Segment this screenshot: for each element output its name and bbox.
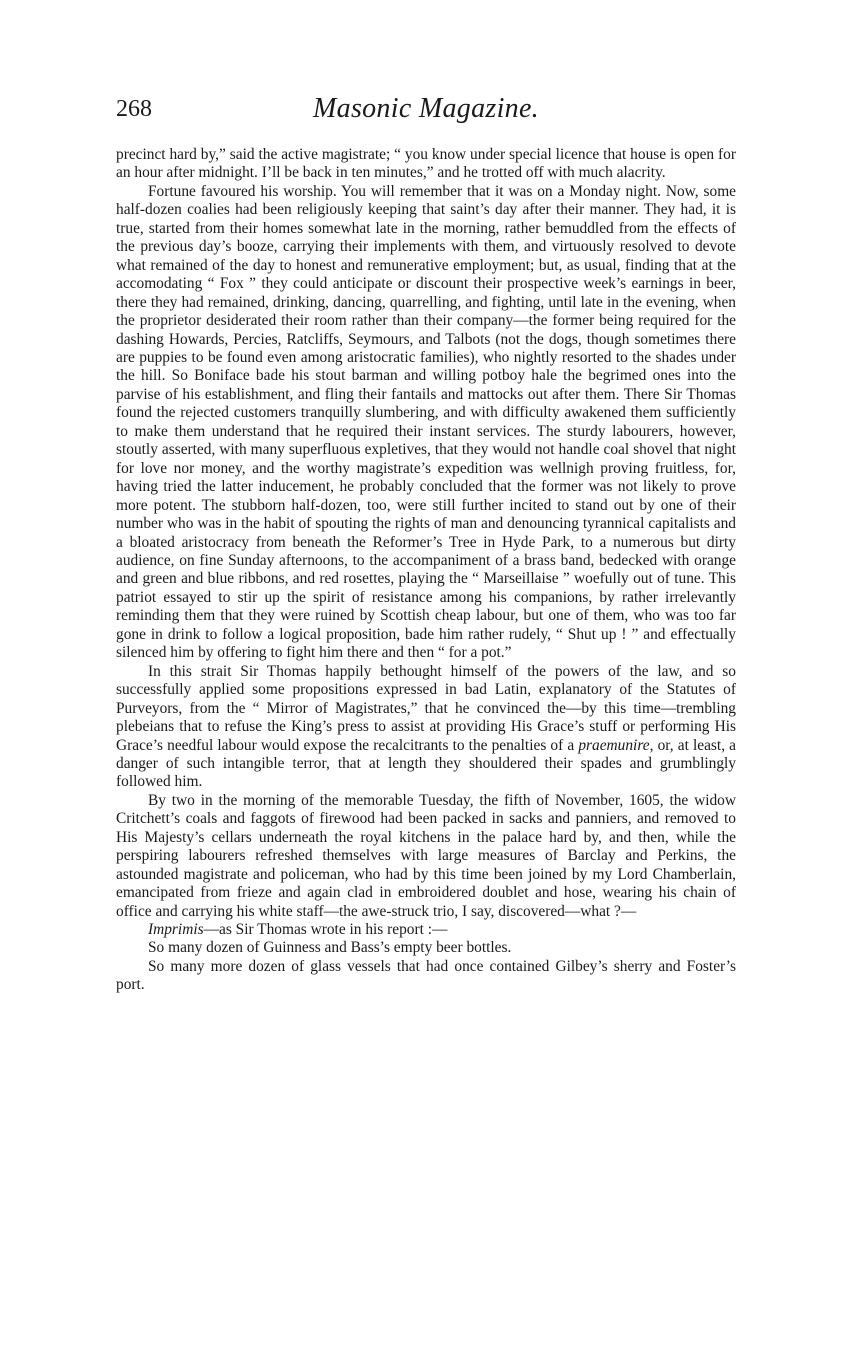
paragraph-law-tail: , or, at least, a danger of such intangible terror, that at length they shouldered their spades and grumblingly followed him. — [116, 736, 736, 791]
page-header — [116, 94, 736, 134]
paragraph-discovery: By two in the morning of the memorable Tuesday, the fifth of November, 1605, the widow Critchett’s coals and faggots of firewood had been packed in sacks and panniers, and removed to His Majesty’s cellars underneath the royal kitchens in the palace hard by, and then, while the perspiring labourers refreshed themselves with large measures of Barclay and Perkins, the astounded magistrate and policeman, who had by this time been joined by my Lord Chamberlain, emancipated from frieze and again clad in embroidered doublet and hose, wearing his chain of office and carrying his white staff—the awe-struck trio, I say, discovered—what ?— — [116, 791, 736, 920]
paragraph-continuation: precinct hard by,” said the active magistrate; “ you know under special licence that house is open for an hour after midnight. I’ll be back in ten minutes,” and he trotted off with much alacrity. — [116, 146, 736, 182]
praemunire-term: praemunire — [578, 736, 650, 754]
list-item-beer-bottles: So many dozen of Guinness and Bass’s empty beer bottles. — [148, 939, 512, 957]
imprimis-term: Imprimis — [148, 921, 204, 939]
running-title: Masonic Magazine. — [313, 93, 539, 124]
article-body — [116, 146, 736, 995]
paragraph-law-text: In this strait Sir Thomas happily bethought himself of the powers of the law, and so successfully applied some propositions expressed in bad Latin, explanatory of the Statutes of Purveyors, from the “ Mirror of Magistrates,” that he convinced the—by this time—trembling plebeians that to refuse the King’s press to assist at providing His Grace’s stuff or performing His Grace’s needful labour would expose the recalcitrants to the penalties of a — [116, 662, 736, 754]
list-item-glass-vessels: So many more dozen of glass vessels that had once contained Gilbey’s sherry and Foster’s port. — [116, 957, 736, 994]
page-number: 268 — [116, 96, 152, 122]
paragraph-coalies: Fortune favoured his worship. You will remember that it was on a Monday night. Now, some half-dozen coalies had been religiously keeping that saint’s day after their manner. They had, it is true, started from their homes somewhat late in the morning, rather bemuddled from the effects of the previous day’s booze, carrying their implements with them, and virtuously resolved to devote what remained of the day to honest and remunerative employment; but, as usual, finding that at the accomodating “ Fox ” they could anticipate or discount their prospective week’s earnings in beer, there they had remained, drinking, dancing, quarrelling, and fighting, until late in the evening, when the proprietor desiderated their room rather than their company—the former being required for the dashing Howards, Percies, Ratcliffs, Seymours, and Talbots (not the dogs, though sometimes there are puppies to be found even among aristocratic families), who nightly resorted to the shades under the hill. So Boniface bade his stout barman and willing potboy hale the begrimed ones into the parvise of his establishment, and fling their fantails and mattocks out after them. There Sir Thomas found the rejected customers tranquilly slumbering, and with difficulty awakened them sufficiently to make them understand that he required their instant services. The sturdy labourers, however, stoutly asserted, with many superfluous expletives, that they would not handle coal shovel that night for love nor money, and the worthy magistrate’s expedition was wellnigh proving fruitless, for, having tried the latter inducement, he probably concluded that the former was not likely to prove more potent. The stubborn half-dozen, too, were still further incited to stand out by one of their number who was in the habit of spouting the rights of man and denouncing tyrannical capitalists and a bloated aristocracy from beneath the Reformer’s Tree in Hyde Park, to a numerous but dirty audience, on fine Sunday afternoons, to the accompaniment of a brass band, bedecked with orange and green and blue ribbons, and red rosettes, playing the “ Marseillaise ” woefully out of tune. This patriot essayed to stir up the spirit of resistance among his companions, by rather irrelevantly reminding them that they were ruined by Scottish cheap labour, but one of them, who was too far gone in drink to follow a logical proposition, bade him rather rudely, “ Shut up ! ” and effectually silenced him by offering to fight him there and then “ for a pot.” — [116, 182, 736, 662]
paragraph-law — [116, 663, 736, 792]
imprimis-text: —as Sir Thomas wrote in his report :— — [203, 921, 448, 939]
paragraph-imprimis — [116, 921, 736, 939]
